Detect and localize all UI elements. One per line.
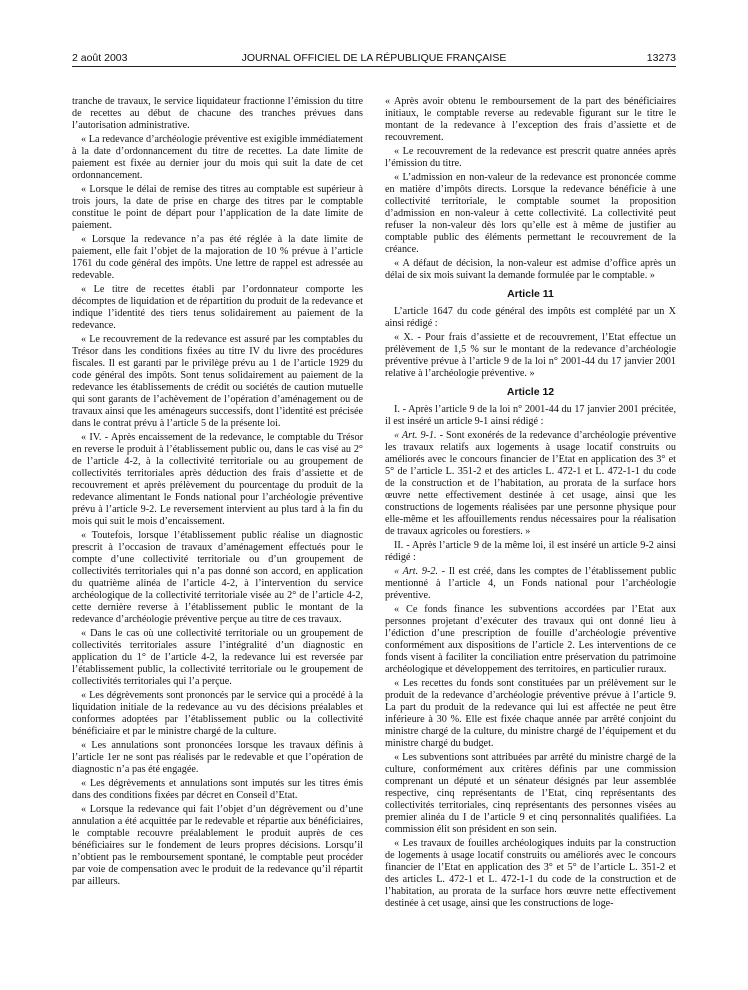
paragraph: « Toutefois, lorsque l’établissement public réalise un diagnostic prescrit à l’occasion de travaux d’aménagement effectués pour le compte d’une collectivité territoriale ou d’un groupement de collectivités territoriales qui n’a pas donné son accord, en application du quatrième alinéa de l’article 4-2, à l’intervention du service archéologique de la collectivité territoriale visée au 2° de l’article 4-2, cette dernière reverse à l’établissement public le montant de la redevance d’archéologie préventive perçue au titre de ces travaux. xyxy=(72,530,363,625)
paragraph-text: - Sont exonérés de la redevance d’archéologie préventive les travaux relatifs aux logements à usage locatif construits ou améliorés avec le concours financier de l’Etat en application des 3° et 5° de l’article L. 351-2 et des articles L. 472-1 et L. 472-1-1 du code de la construction et de l’habitation, au prorata de la surface hors œuvre nette effectivement destinée à cet usage, ainsi que les constructions de logements réalisées par une personne physique pour elle-même et les affouillements rendus nécessaires pour la réalisation de travaux agricoles ou forestiers. » xyxy=(385,430,676,537)
paragraph: « Les annulations sont prononcées lorsque les travaux définis à l’article 1er ne sont pas réalisés par le redevable et que l’opération de diagnostic n’a pas été engagée. xyxy=(72,740,363,775)
paragraph: « Lorsque le délai de remise des titres au comptable est supérieur à trois jours, la date de prise en charge des titres par le comptable constitue le point de départ pour l’application de la date limite de paiement. xyxy=(72,184,363,231)
paragraph: « Les travaux de fouilles archéologiques induits par la construction de logements à usage locatif construits ou améliorés avec le concours financier de l’Etat en application des 3° et 5° de l’article L. 351-2 et des articles L. 472-1 et L. 472-1-1 du code de la construction et de l’habitation, au prorata de la surface hors œuvre nette effectivement destinée à cet usage, ainsi que les constructions de loge- xyxy=(385,838,676,909)
paragraph: « X. - Pour frais d’assiette et de recouvrement, l’Etat effectue un prélèvement de 1,5 % sur le montant de la redevance d’archéologie préventive prévue à l’article 9 de la loi n° 2001-44 du 17 janvier 2001 relative à l’archéologie préventive. » xyxy=(385,332,676,379)
paragraph: « Lorsque la redevance qui fait l’objet d’un dégrèvement ou d’une annulation a été acquittée par le redevable et répartie aux bénéficiaires, le comptable recouvre préalablement le produit auprès de ces bénéficiaires sur le fondement de leurs propres décisions. Lorsqu’il n’obtient pas le remboursement spontané, le comptable peut procéder par voie de compensation avec le produit de la redevance qu’il répartit par ailleurs. xyxy=(72,804,363,887)
paragraph: « Dans le cas où une collectivité territoriale ou un groupement de collectivités territoriales assure l’intégralité d’un diagnostic en application du 1° de l’article 4-2, la redevance lui est reversée par l’établissement public, la collectivité territoriale ou le groupement de collectivités territoriales qui l’a perçue. xyxy=(72,628,363,687)
paragraph-text: - Il est créé, dans les comptes de l’établissement public mentionné à l’article 4, un Fonds national pour l’archéologie préventive. xyxy=(385,566,676,601)
header-rule xyxy=(72,66,676,67)
paragraph: « Après avoir obtenu le remboursement de la part des bénéficiaires initiaux, le comptable reverse au redevable figurant sur le titre le montant de la redevance à l’exception des frais d’assiette et de recouvrement. xyxy=(385,96,676,143)
article-heading: Article 11 xyxy=(507,288,554,300)
paragraph: « Lorsque la redevance n’a pas été réglée à la date limite de paiement, elle fait l’objet de la majoration de 10 % prévue à l’article 1761 du code général des impôts. Une lettre de rappel est adressée au redevable. xyxy=(72,234,363,281)
paragraph: « Les recettes du fonds sont constituées par un prélèvement sur le produit de la redevance d’archéologie préventive prévue à l’article 9. La part du produit de la redevance qui lui est affectée ne peut être inférieure à 30 %. Elle est fixée chaque année par arrêté conjoint du ministre chargé de la culture, du ministre chargé de l’équipement et du ministre chargé du budget. xyxy=(385,678,676,749)
article-label: « Art. 9-2. xyxy=(394,566,438,577)
left-column xyxy=(72,96,363,976)
paragraph: L’article 1647 du code général des impôts est complété par un X ainsi rédigé : xyxy=(385,306,676,329)
paragraph: « L’admission en non-valeur de la redevance est prononcée comme en matière d’impôts directs. Lorsque la redevance bénéficie à une collectivité territoriale, le comptable soumet la proposition d’admission en non-valeur à cette collectivité. La collectivité peut refuser la non-valeur dès lors qu’elle est à même de justifier au comptable public des éléments permettant le recouvrement de la créance. xyxy=(385,172,676,255)
paragraph: « Les dégrèvements sont prononcés par le service qui a procédé à la liquidation initiale de la redevance au vu des décisions préalables et conformes adoptées par l’établissement public ou la collectivité bénéficiaire et par le ministre chargé de la culture. xyxy=(72,690,363,737)
paragraph: « Ce fonds finance les subventions accordées par l’Etat aux personnes projetant d’exécuter des travaux qui ont donné lieu à l’édiction d’une prescription de fouille d’archéologie préventive conformément aux dispositions de l’article 2. Les interventions de ce fonds visent à faciliter la conciliation entre préservation du patrimoine archéologique et développement des territoires, en particulier ruraux. xyxy=(385,604,676,675)
paragraph: « Le recouvrement de la redevance est assuré par les comptables du Trésor dans les conditions fixées au titre IV du livre des procédures fiscales. Il est garanti par le privilège prévu au 1 de l’article 1929 du code général des impôts. Sont tenus solidairement au paiement de la redevance les établissements de crédit ou sociétés de caution mutuelle qui sont garants de l’achèvement de l’opération d’aménagement ou de travaux ainsi que les aménageurs successifs, dont l’identité est précisée dans le contrat prévu à l’article 5 de la présente loi. xyxy=(72,334,363,429)
header-date: 2 août 2003 xyxy=(72,52,128,64)
paragraph: « La redevance d’archéologie préventive est exigible immédiatement à la date d’ordonnancement du titre de recettes. La date limite de paiement est fixée au dernier jour du mois qui suit la date de cet ordonnancement. xyxy=(72,134,363,181)
paragraph: II. - Après l’article 9 de la même loi, il est inséré un article 9-2 ainsi rédigé : xyxy=(385,540,676,563)
page-header xyxy=(72,51,676,65)
article-heading: Article 12 xyxy=(506,386,555,398)
paragraph: « Les subventions sont attribuées par arrêté du ministre chargé de la culture, conformément aux critères définis par une commission comprenant un député et un sénateur désignés par leur assemblée respective, cinq représentants de l’Etat, cinq représentants des collectivités territoriales, cinq représentants des personnes visées au premier alinéa du I de l’article 9 et cinq personnalités qualifiées. La commission élit son président en son sein. xyxy=(385,752,676,835)
right-column xyxy=(385,96,676,976)
paragraph: I. - Après l’article 9 de la loi n° 2001-44 du 17 janvier 2001 précitée, il est inséré un article 9-1 ainsi rédigé : xyxy=(385,404,676,427)
paragraph: « IV. - Après encaissement de la redevance, le comptable du Trésor en reverse le produit à l’établissement public ou, dans le cas visé au 2° de l’article 4-2, à la collectivité territoriale ou au groupement de collectivités territoriales après déduction des frais d’assiette et de recouvrement et après prélèvement du pourcentage du produit de la redevance alimentant le Fonds national pour l’archéologie préventive prévu à l’article 9-2. Le reversement intervient au plus tard à la fin du mois qui suit le mois d’encaissement. xyxy=(72,432,363,527)
paragraph: « A défaut de décision, la non-valeur est admise d’office après un délai de six mois suivant la demande formulée par le comptable. » xyxy=(385,258,676,281)
header-title: JOURNAL OFFICIEL DE LA RÉPUBLIQUE FRANÇAISE xyxy=(241,52,507,64)
paragraph: « Les dégrèvements et annulations sont imputés sur les titres émis dans des conditions fixées par décret en Conseil d’Etat. xyxy=(72,778,363,801)
paragraph xyxy=(385,430,676,538)
header-page-number: 13273 xyxy=(646,52,676,64)
paragraph: « Le titre de recettes établi par l’ordonnateur comporte les décomptes de liquidation et de répartition du produit de la redevance et indique l’identité des tiers tenus solidairement au paiement de la redevance. xyxy=(72,284,363,331)
paragraph: « Le recouvrement de la redevance est prescrit quatre années après l’émission du titre. xyxy=(385,146,676,169)
article-label: « Art. 9-1. xyxy=(394,430,437,441)
paragraph xyxy=(385,566,676,602)
paragraph: tranche de travaux, le service liquidateur fractionne l’émission du titre de recettes au début de chacune des tranches prévues dans l’autorisation administrative. xyxy=(72,96,363,131)
